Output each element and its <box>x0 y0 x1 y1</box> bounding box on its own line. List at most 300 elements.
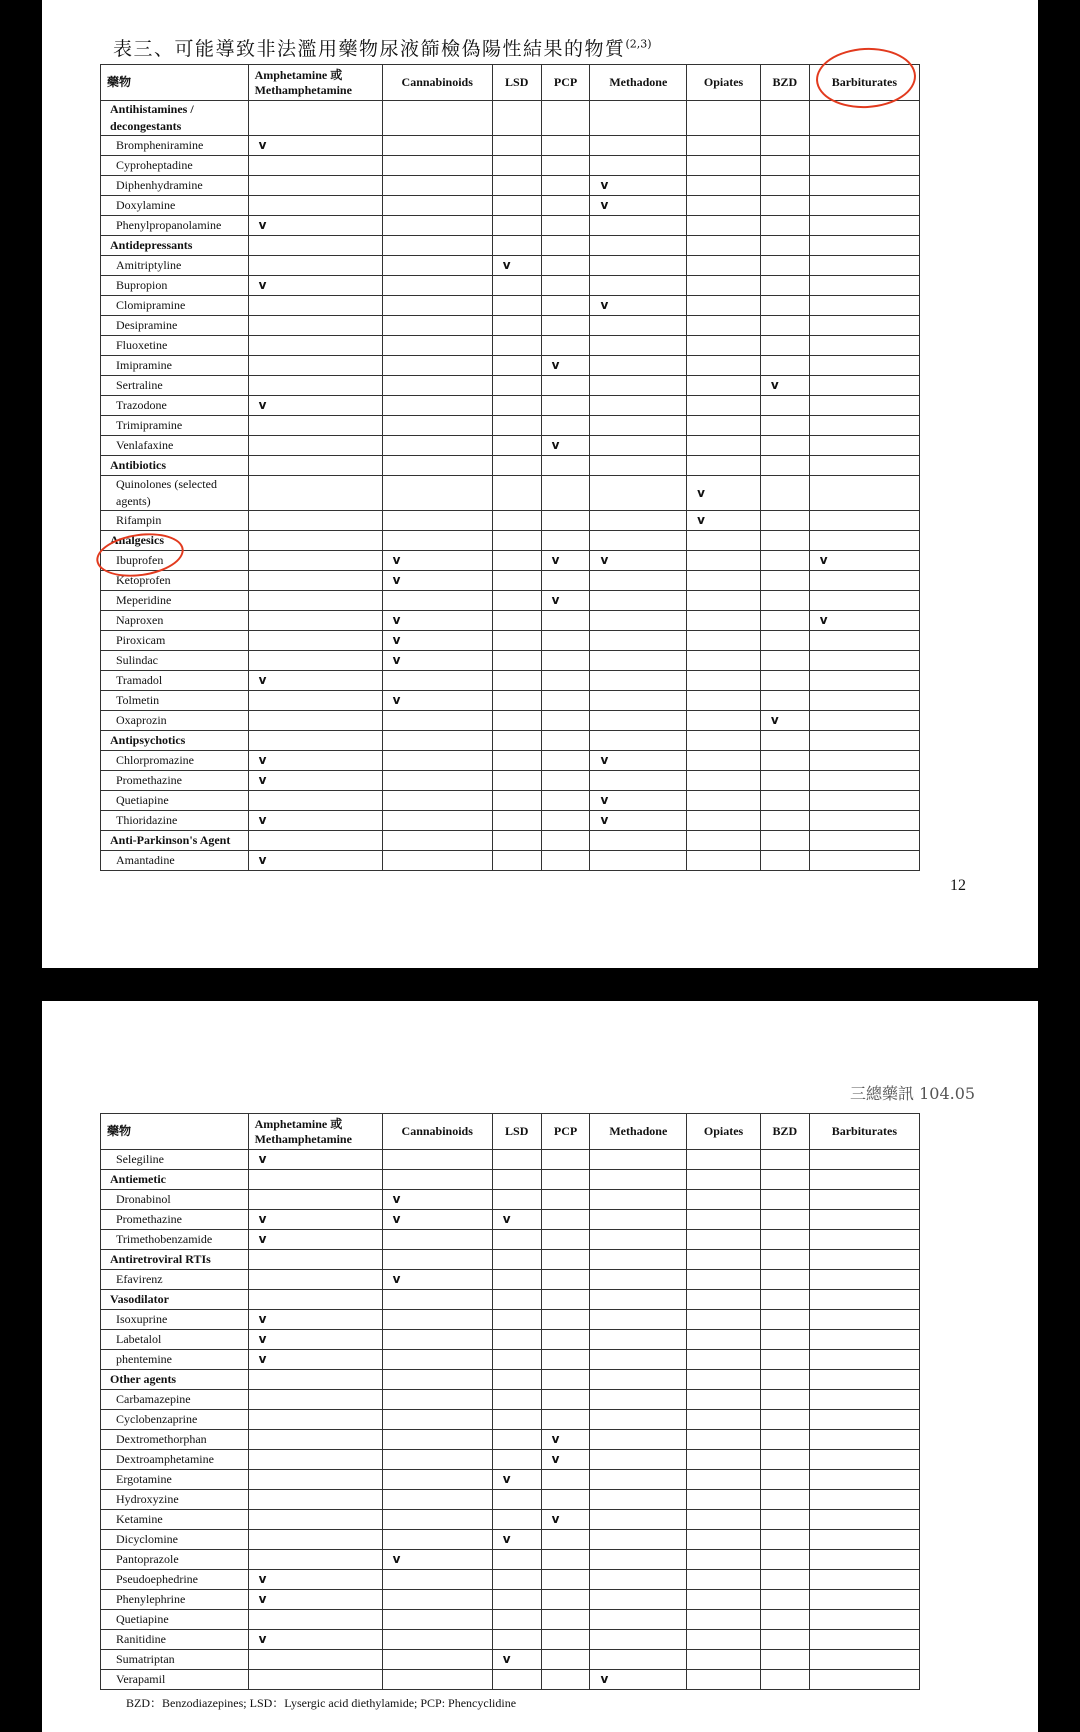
check-cell <box>248 771 382 791</box>
check-cell <box>760 551 809 571</box>
check-cell <box>809 1270 919 1290</box>
check-cell <box>248 236 382 256</box>
check-mark-icon: v <box>392 1192 401 1206</box>
check-cell <box>541 336 590 356</box>
check-cell <box>382 416 492 436</box>
table-row <box>101 751 920 771</box>
col-header-lsd: LSD <box>492 1114 541 1150</box>
check-cell <box>382 511 492 531</box>
check-cell <box>541 751 590 771</box>
check-cell <box>687 651 761 671</box>
check-cell <box>687 831 761 851</box>
check-cell <box>541 1330 590 1350</box>
check-cell <box>687 216 761 236</box>
check-cell <box>541 1570 590 1590</box>
check-mark-icon: v <box>551 1432 560 1446</box>
check-cell <box>809 691 919 711</box>
table-row <box>101 1190 920 1210</box>
check-cell <box>687 316 761 336</box>
drug-name: Ketoprofen <box>101 571 249 591</box>
drug-name: Ketamine <box>101 1510 249 1530</box>
check-cell <box>541 316 590 336</box>
check-cell <box>541 1390 590 1410</box>
check-cell <box>590 511 687 531</box>
check-mark-icon: v <box>600 198 609 212</box>
table-row <box>101 296 920 316</box>
check-cell <box>248 511 382 531</box>
check-cell <box>590 1410 687 1430</box>
check-cell <box>590 1450 687 1470</box>
check-cell <box>809 831 919 851</box>
check-cell <box>248 571 382 591</box>
check-cell <box>687 1590 761 1610</box>
table-row <box>101 1310 920 1330</box>
check-cell <box>760 216 809 236</box>
check-cell <box>590 376 687 396</box>
check-cell <box>760 1490 809 1510</box>
check-cell <box>687 771 761 791</box>
check-mark-icon: v <box>392 1552 401 1566</box>
col-header-pcp: PCP <box>541 65 590 101</box>
check-cell <box>760 1270 809 1290</box>
check-cell <box>541 376 590 396</box>
col-header-cannabinoids: Cannabinoids <box>382 1114 492 1150</box>
check-cell <box>248 1290 382 1310</box>
check-cell <box>248 791 382 811</box>
check-cell <box>809 296 919 316</box>
check-cell <box>809 1530 919 1550</box>
check-cell <box>492 1290 541 1310</box>
check-cell <box>809 456 919 476</box>
check-cell <box>382 711 492 731</box>
check-cell <box>248 1150 382 1170</box>
table-row <box>101 1430 920 1450</box>
drug-name: Brompheniramine <box>101 136 249 156</box>
check-cell <box>492 1310 541 1330</box>
check-cell <box>809 631 919 651</box>
drug-name: Oxaprozin <box>101 711 249 731</box>
check-cell <box>687 436 761 456</box>
check-cell <box>382 791 492 811</box>
check-cell <box>492 1530 541 1550</box>
drug-name: Rifampin <box>101 511 249 531</box>
check-cell <box>809 1370 919 1390</box>
drug-name: Amitriptyline <box>101 256 249 276</box>
table-row <box>101 711 920 731</box>
check-mark-icon: v <box>551 553 560 567</box>
check-cell <box>809 1550 919 1570</box>
check-cell <box>541 851 590 871</box>
check-cell <box>590 476 687 511</box>
drug-name: Tolmetin <box>101 691 249 711</box>
table-row <box>101 651 920 671</box>
check-cell <box>760 476 809 511</box>
check-cell <box>248 1330 382 1350</box>
check-cell <box>687 811 761 831</box>
check-cell <box>760 1570 809 1590</box>
check-cell <box>382 256 492 276</box>
check-cell <box>541 1230 590 1250</box>
check-cell <box>809 731 919 751</box>
check-cell <box>492 1650 541 1670</box>
check-cell <box>760 1150 809 1170</box>
check-cell <box>541 416 590 436</box>
check-cell <box>541 1550 590 1570</box>
check-cell <box>541 456 590 476</box>
check-cell <box>687 416 761 436</box>
table-row <box>101 416 920 436</box>
check-cell <box>382 1490 492 1510</box>
check-cell <box>809 416 919 436</box>
drug-name: Selegiline <box>101 1150 249 1170</box>
check-cell <box>590 1350 687 1370</box>
col-header-drug: 藥物 <box>101 1114 249 1150</box>
drug-name: Amantadine <box>101 851 249 871</box>
check-cell <box>541 611 590 631</box>
check-cell <box>687 156 761 176</box>
check-cell <box>382 631 492 651</box>
check-cell <box>541 1450 590 1470</box>
check-cell <box>492 316 541 336</box>
check-cell <box>760 101 809 136</box>
check-cell <box>760 671 809 691</box>
check-cell <box>590 1430 687 1450</box>
check-cell <box>760 456 809 476</box>
check-cell <box>760 1530 809 1550</box>
check-cell <box>760 1410 809 1430</box>
check-cell <box>492 1150 541 1170</box>
check-cell <box>687 691 761 711</box>
check-cell <box>590 591 687 611</box>
check-mark-icon: v <box>600 298 609 312</box>
table-row <box>101 1450 920 1470</box>
check-cell <box>492 456 541 476</box>
category-row <box>101 1170 920 1190</box>
check-cell <box>590 1190 687 1210</box>
check-cell <box>760 1450 809 1470</box>
check-cell <box>760 236 809 256</box>
check-cell <box>809 1410 919 1430</box>
check-cell <box>760 1290 809 1310</box>
table-row <box>101 376 920 396</box>
check-cell <box>248 476 382 511</box>
check-cell <box>760 1590 809 1610</box>
check-mark-icon: v <box>392 693 401 707</box>
check-cell <box>687 851 761 871</box>
check-cell <box>809 1350 919 1370</box>
drug-name: Sumatriptan <box>101 1650 249 1670</box>
check-cell <box>382 771 492 791</box>
table-row <box>101 216 920 236</box>
check-cell <box>541 136 590 156</box>
drug-name: Ibuprofen <box>101 551 249 571</box>
check-cell <box>760 356 809 376</box>
check-cell <box>809 1570 919 1590</box>
check-cell <box>687 1210 761 1230</box>
drug-name: Trimethobenzamide <box>101 1230 249 1250</box>
drug-name: Quetiapine <box>101 791 249 811</box>
document-page-1 <box>42 0 1038 968</box>
check-cell <box>809 531 919 551</box>
check-cell <box>760 631 809 651</box>
check-cell <box>809 711 919 731</box>
check-cell <box>687 136 761 156</box>
check-cell <box>809 651 919 671</box>
check-cell <box>809 236 919 256</box>
category-label: Antidepressants <box>101 236 249 256</box>
check-cell <box>809 1230 919 1250</box>
check-cell <box>590 731 687 751</box>
check-cell <box>809 511 919 531</box>
check-cell <box>382 396 492 416</box>
check-cell <box>382 1450 492 1470</box>
check-cell <box>492 256 541 276</box>
check-cell <box>492 851 541 871</box>
check-cell <box>541 101 590 136</box>
check-cell <box>809 1330 919 1350</box>
category-label: Vasodilator <box>101 1290 249 1310</box>
check-cell <box>541 731 590 751</box>
check-cell <box>541 236 590 256</box>
check-cell <box>809 1610 919 1630</box>
drug-name: Phenylpropanolamine <box>101 216 249 236</box>
check-cell <box>809 751 919 771</box>
check-cell <box>590 791 687 811</box>
check-cell <box>382 1230 492 1250</box>
check-cell <box>809 436 919 456</box>
drug-name: Carbamazepine <box>101 1390 249 1410</box>
check-mark-icon: v <box>392 573 401 587</box>
check-mark-icon: v <box>600 813 609 827</box>
check-mark-icon: v <box>392 553 401 567</box>
check-mark-icon: v <box>819 553 828 567</box>
table-row <box>101 591 920 611</box>
check-cell <box>248 196 382 216</box>
check-cell <box>541 711 590 731</box>
check-cell <box>809 476 919 511</box>
check-cell <box>809 611 919 631</box>
table-row <box>101 1270 920 1290</box>
check-mark-icon: v <box>258 1312 267 1326</box>
table-row <box>101 691 920 711</box>
check-cell <box>541 591 590 611</box>
drug-name: Ranitidine <box>101 1630 249 1650</box>
check-cell <box>687 1310 761 1330</box>
check-cell <box>541 436 590 456</box>
check-cell <box>809 136 919 156</box>
drug-name: Dextromethorphan <box>101 1430 249 1450</box>
check-cell <box>760 1230 809 1250</box>
check-cell <box>382 316 492 336</box>
check-mark-icon: v <box>392 613 401 627</box>
check-cell <box>541 1490 590 1510</box>
category-row <box>101 731 920 751</box>
drug-name: Cyproheptadine <box>101 156 249 176</box>
table-row <box>101 196 920 216</box>
category-row <box>101 531 920 551</box>
check-cell <box>809 1190 919 1210</box>
col-header-opiates: Opiates <box>687 65 761 101</box>
drug-name: Quinolones (selected agents) <box>101 476 249 511</box>
check-cell <box>687 1290 761 1310</box>
col-header-bzd: BZD <box>760 1114 809 1150</box>
check-cell <box>492 1410 541 1430</box>
check-cell <box>382 376 492 396</box>
check-cell <box>590 356 687 376</box>
check-cell <box>541 831 590 851</box>
check-cell <box>382 811 492 831</box>
check-cell <box>687 1650 761 1670</box>
check-cell <box>760 1430 809 1450</box>
check-mark-icon: v <box>551 1512 560 1526</box>
check-cell <box>248 101 382 136</box>
check-cell <box>590 571 687 591</box>
check-cell <box>687 1550 761 1570</box>
check-cell <box>590 1470 687 1490</box>
check-cell <box>492 731 541 751</box>
table-row <box>101 1330 920 1350</box>
check-cell <box>590 1330 687 1350</box>
check-cell <box>248 1430 382 1450</box>
check-cell <box>492 1570 541 1590</box>
check-cell <box>760 711 809 731</box>
check-cell <box>382 276 492 296</box>
check-cell <box>760 531 809 551</box>
check-mark-icon: v <box>600 793 609 807</box>
check-cell <box>248 276 382 296</box>
check-cell <box>248 396 382 416</box>
check-cell <box>809 1510 919 1530</box>
check-cell <box>541 256 590 276</box>
check-mark-icon: v <box>258 1352 267 1366</box>
check-cell <box>760 831 809 851</box>
table-row <box>101 1490 920 1510</box>
check-cell <box>809 1310 919 1330</box>
check-cell <box>382 1670 492 1690</box>
check-cell <box>687 1450 761 1470</box>
check-cell <box>590 751 687 771</box>
check-cell <box>809 1290 919 1310</box>
category-row <box>101 236 920 256</box>
check-cell <box>382 1270 492 1290</box>
drug-name: Efavirenz <box>101 1270 249 1290</box>
check-mark-icon: v <box>502 1212 511 1226</box>
category-row <box>101 101 920 136</box>
check-mark-icon: v <box>258 1212 267 1226</box>
check-mark-icon: v <box>551 438 560 452</box>
check-cell <box>492 631 541 651</box>
check-cell <box>760 1330 809 1350</box>
check-cell <box>382 571 492 591</box>
check-cell <box>492 1610 541 1630</box>
table-row <box>101 1650 920 1670</box>
check-cell <box>809 376 919 396</box>
check-cell <box>760 651 809 671</box>
check-cell <box>382 691 492 711</box>
check-cell <box>541 551 590 571</box>
check-cell <box>590 1530 687 1550</box>
check-cell <box>382 356 492 376</box>
check-cell <box>590 336 687 356</box>
check-cell <box>687 511 761 531</box>
check-cell <box>541 1270 590 1290</box>
check-cell <box>760 591 809 611</box>
check-cell <box>590 1230 687 1250</box>
table-row <box>101 1410 920 1430</box>
check-cell <box>687 1490 761 1510</box>
category-label: Antihistamines / decongestants <box>101 101 249 136</box>
check-cell <box>492 1250 541 1270</box>
check-cell <box>687 1250 761 1270</box>
check-cell <box>809 356 919 376</box>
check-cell <box>687 1530 761 1550</box>
check-cell <box>687 256 761 276</box>
check-cell <box>382 1310 492 1330</box>
check-cell <box>541 356 590 376</box>
check-cell <box>492 651 541 671</box>
check-cell <box>760 256 809 276</box>
check-mark-icon: v <box>551 1452 560 1466</box>
check-cell <box>760 1170 809 1190</box>
check-cell <box>248 176 382 196</box>
check-cell <box>760 296 809 316</box>
check-cell <box>248 1510 382 1530</box>
check-cell <box>541 1190 590 1210</box>
check-cell <box>590 416 687 436</box>
check-cell <box>590 296 687 316</box>
check-cell <box>687 1190 761 1210</box>
check-cell <box>760 851 809 871</box>
table-row <box>101 611 920 631</box>
check-mark-icon: v <box>258 218 267 232</box>
drug-name: Pantoprazole <box>101 1550 249 1570</box>
check-cell <box>809 771 919 791</box>
table-row <box>101 631 920 651</box>
check-cell <box>248 1490 382 1510</box>
check-cell <box>248 1230 382 1250</box>
table-row <box>101 476 920 511</box>
table-row <box>101 571 920 591</box>
check-mark-icon: v <box>502 258 511 272</box>
table-header-row <box>101 1114 920 1150</box>
check-cell <box>760 731 809 751</box>
check-cell <box>590 651 687 671</box>
drug-name: Sertraline <box>101 376 249 396</box>
check-mark-icon: v <box>697 485 705 500</box>
check-cell <box>809 1670 919 1690</box>
check-cell <box>541 276 590 296</box>
table-row <box>101 1570 920 1590</box>
drug-name: Tramadol <box>101 671 249 691</box>
check-cell <box>492 1390 541 1410</box>
check-cell <box>687 1670 761 1690</box>
check-cell <box>248 691 382 711</box>
check-cell <box>590 396 687 416</box>
check-cell <box>590 1390 687 1410</box>
table-row <box>101 436 920 456</box>
table-row <box>101 336 920 356</box>
check-cell <box>248 1350 382 1370</box>
check-cell <box>492 571 541 591</box>
table-row <box>101 1470 920 1490</box>
table-row <box>101 356 920 376</box>
check-cell <box>760 1470 809 1490</box>
check-cell <box>687 1370 761 1390</box>
category-row <box>101 831 920 851</box>
check-cell <box>809 101 919 136</box>
col-header-amphetamine: Amphetamine 或 Methamphetamine <box>248 65 382 101</box>
check-cell <box>382 1370 492 1390</box>
